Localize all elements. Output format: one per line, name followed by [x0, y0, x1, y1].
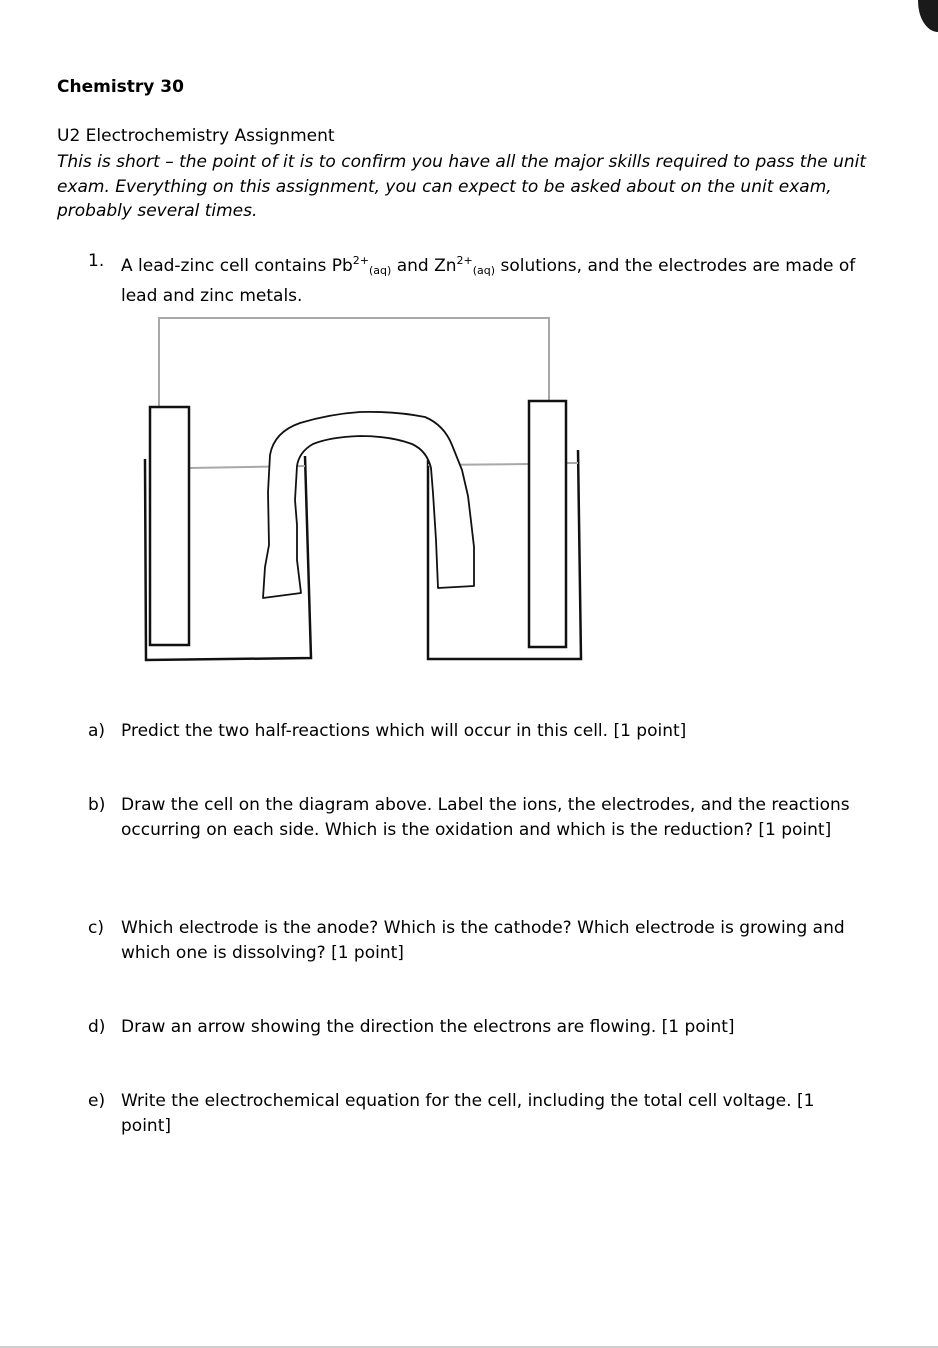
- part-d-label: d): [88, 1017, 106, 1037]
- part-a-text: Predict the two half-reactions which will occur in this cell. [1 point]: [121, 721, 687, 741]
- intro-paragraph: This is short – the point of it is to confirm you have all the major skills required to pass the unit exam. Everything on this assignment, you can expect to be asked about on the unit exam, probably several times.: [57, 152, 867, 221]
- right-electrode: [529, 401, 566, 647]
- course-title: Chemistry 30: [57, 77, 184, 97]
- part-d-text: Draw an arrow showing the direction the electrons are flowing. [1 point]: [121, 1017, 735, 1037]
- salt-bridge: [263, 412, 474, 598]
- question-number: 1.: [88, 251, 105, 271]
- left-electrode: [150, 407, 189, 645]
- electrochemical-cell-diagram: [0, 300, 938, 680]
- part-e-text: Write the electrochemical equation for the cell, including the total cell voltage. [1 point]: [121, 1091, 815, 1136]
- part-b-text: Draw the cell on the diagram above. Label the ions, the electrodes, and the reactions occurring on each side. Which is the oxidation and which is the reduction? [1 point]: [121, 795, 850, 840]
- page-corner-mark: [918, 0, 938, 32]
- part-a-label: a): [88, 721, 106, 741]
- part-d: [88, 1015, 888, 1040]
- assignment-title: U2 Electrochemistry Assignment: [57, 126, 335, 146]
- external-wire: [159, 318, 549, 406]
- part-a: [88, 719, 888, 744]
- question-text: A lead-zinc cell contains $Pb^{2+}_{(aq)}$ and $Zn^{2+}_{(aq)}$ solutions, and the electrodes are made of lead and zinc metals.: [121, 254, 856, 306]
- part-c-label: c): [88, 918, 104, 938]
- part-b-label: b): [88, 795, 106, 815]
- part-e: [88, 1089, 858, 1138]
- part-c: [88, 916, 858, 965]
- part-e-label: e): [88, 1091, 106, 1111]
- part-b: [88, 793, 878, 842]
- part-c-text: Which electrode is the anode? Which is the cathode? Which electrode is growing and which one is dissolving? [1 point]: [121, 918, 845, 963]
